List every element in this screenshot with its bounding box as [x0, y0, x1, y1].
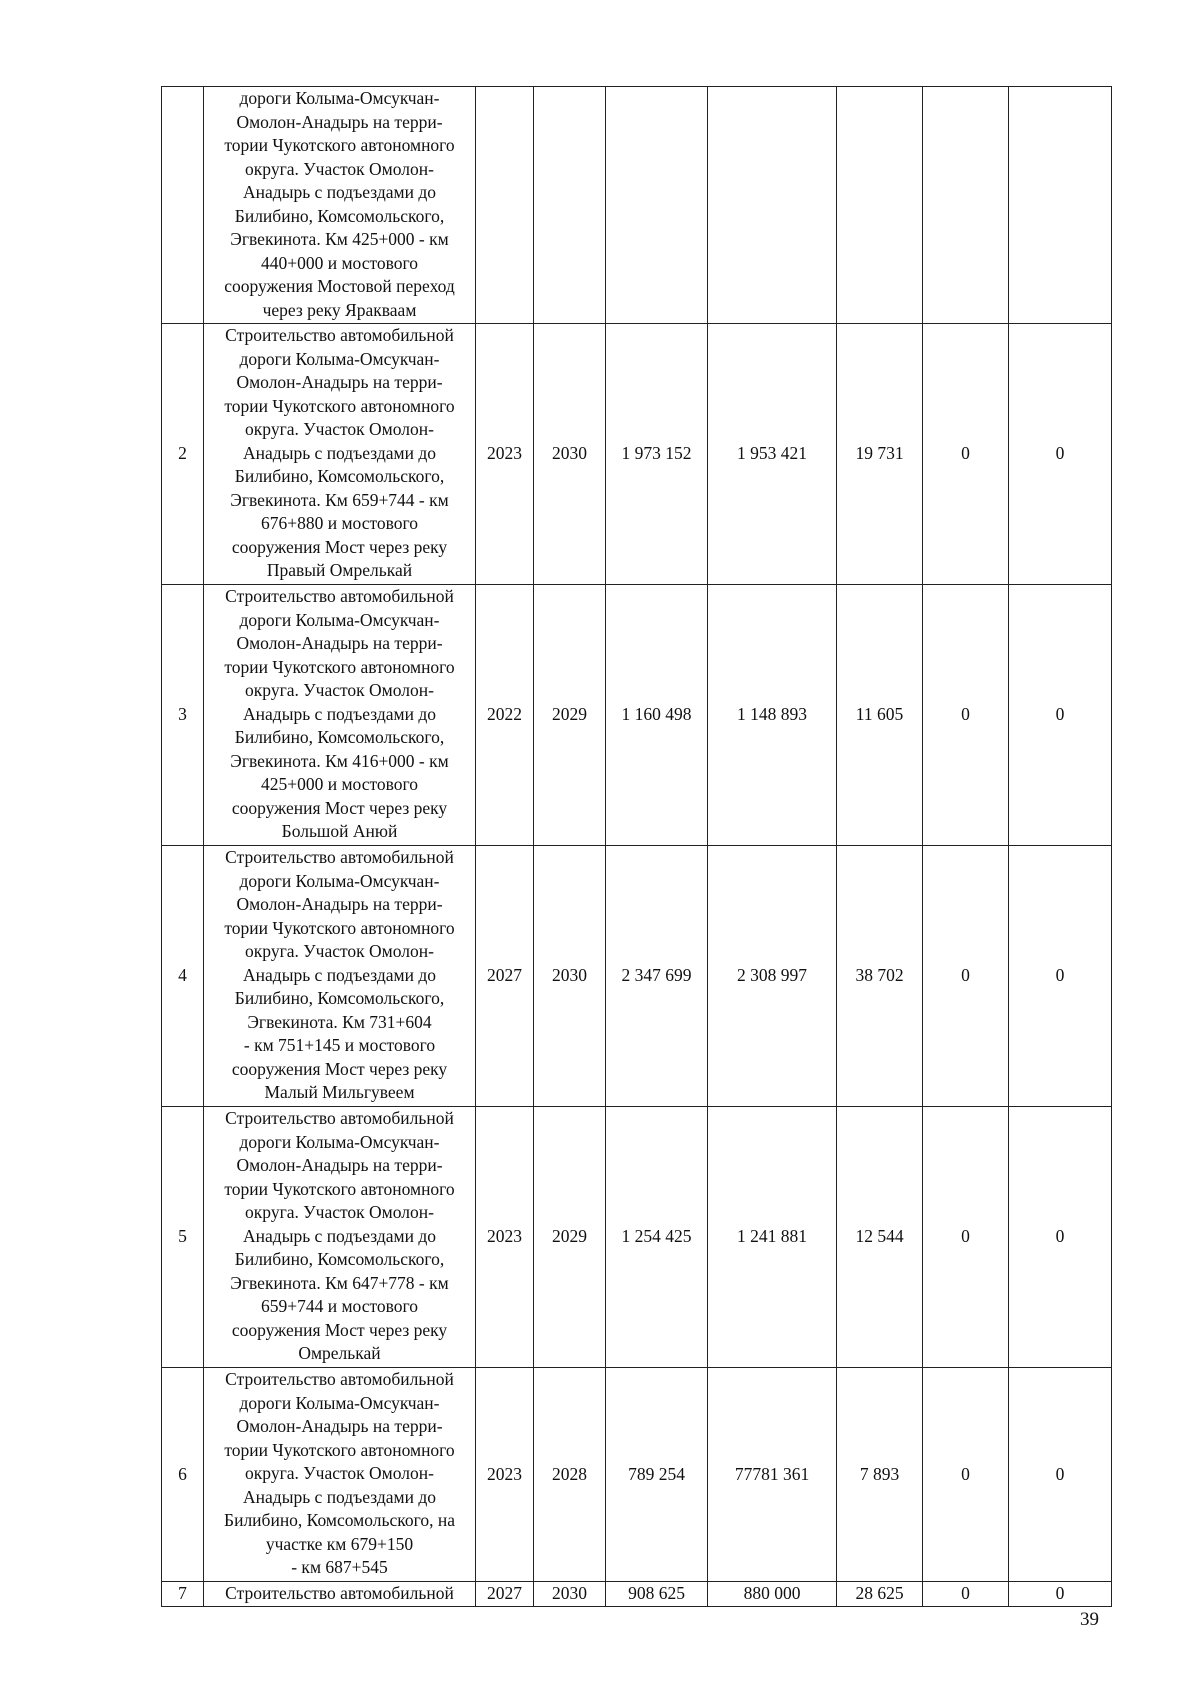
cell-description: Строительство автомобильной дороги Колыма-Омсукчан- Омолон-Анадырь на терри- тории Чукотского автономного округа. Участок Омолон- Анадырь с подъездами до Билибино, Комсомольского, Эгвекинота. Км 416+000 - км 425+000 и мостового сооружения Мост через реку Большой Анюй	[204, 585, 476, 846]
table-row	[162, 87, 1112, 324]
cell-total	[606, 87, 708, 324]
cell-start-year: 2023	[476, 324, 534, 585]
cell-value-3: 0	[923, 1582, 1009, 1607]
cell-description: дороги Колыма-Омсукчан- Омолон-Анадырь на терри- тории Чукотского автономного округа. Участок Омолон- Анадырь с подъездами до Билибино, Комсомольского, Эгвекинота. Км 425+000 - км 440+000 и мостового сооружения Мостовой переход через реку Яракваам	[204, 87, 476, 324]
cell-number: 7	[162, 1582, 204, 1607]
cell-value-1: 880 000	[708, 1582, 837, 1607]
cell-end-year: 2028	[534, 1368, 606, 1582]
cell-value-2: 12 544	[837, 1107, 923, 1368]
cell-total: 908 625	[606, 1582, 708, 1607]
table-row	[162, 585, 1112, 846]
cell-value-1: 77781 361	[708, 1368, 837, 1582]
cell-end-year: 2030	[534, 846, 606, 1107]
cell-value-1: 1 241 881	[708, 1107, 837, 1368]
cell-number	[162, 87, 204, 324]
cell-end-year	[534, 87, 606, 324]
cell-value-4: 0	[1009, 1368, 1112, 1582]
cell-description: Строительство автомобильной дороги Колыма-Омсукчан- Омолон-Анадырь на терри- тории Чукотского автономного округа. Участок Омолон- Анадырь с подъездами до Билибино, Комсомольского, на участке км 679+150 - км 687+545	[204, 1368, 476, 1582]
cell-value-2: 11 605	[837, 585, 923, 846]
cell-value-2	[837, 87, 923, 324]
cell-value-4: 0	[1009, 1107, 1112, 1368]
cell-value-3: 0	[923, 1368, 1009, 1582]
cell-value-2: 38 702	[837, 846, 923, 1107]
cell-value-2: 19 731	[837, 324, 923, 585]
cell-end-year: 2029	[534, 1107, 606, 1368]
cell-value-1	[708, 87, 837, 324]
cell-number: 5	[162, 1107, 204, 1368]
table-row	[162, 1582, 1112, 1607]
cell-value-3: 0	[923, 585, 1009, 846]
cell-number: 4	[162, 846, 204, 1107]
cell-start-year: 2027	[476, 1582, 534, 1607]
table-row	[162, 846, 1112, 1107]
table-body	[162, 87, 1112, 1607]
cell-value-2: 28 625	[837, 1582, 923, 1607]
cell-description: Строительство автомобильной	[204, 1582, 476, 1607]
cell-value-3	[923, 87, 1009, 324]
cell-number: 6	[162, 1368, 204, 1582]
cell-value-3: 0	[923, 1107, 1009, 1368]
data-table	[161, 86, 1112, 1607]
cell-value-1: 2 308 997	[708, 846, 837, 1107]
cell-value-4: 0	[1009, 846, 1112, 1107]
cell-description: Строительство автомобильной дороги Колыма-Омсукчан- Омолон-Анадырь на терри- тории Чукотского автономного округа. Участок Омолон- Анадырь с подъездами до Билибино, Комсомольского, Эгвекинота. Км 647+778 - км 659+744 и мостового сооружения Мост через реку Омрелькай	[204, 1107, 476, 1368]
cell-value-3: 0	[923, 324, 1009, 585]
cell-number: 3	[162, 585, 204, 846]
table-row	[162, 1368, 1112, 1582]
cell-end-year: 2029	[534, 585, 606, 846]
cell-value-4	[1009, 87, 1112, 324]
cell-value-1: 1 953 421	[708, 324, 837, 585]
page-number: 39	[1080, 1609, 1099, 1630]
table-row	[162, 1107, 1112, 1368]
cell-value-2: 7 893	[837, 1368, 923, 1582]
cell-end-year: 2030	[534, 1582, 606, 1607]
cell-description: Строительство автомобильной дороги Колыма-Омсукчан- Омолон-Анадырь на терри- тории Чукотского автономного округа. Участок Омолон- Анадырь с подъездами до Билибино, Комсомольского, Эгвекинота. Км 731+604 - км 751+145 и мостового сооружения Мост через реку Малый Мильгувеем	[204, 846, 476, 1107]
cell-value-4: 0	[1009, 1582, 1112, 1607]
cell-value-1: 1 148 893	[708, 585, 837, 846]
cell-value-4: 0	[1009, 585, 1112, 846]
cell-number: 2	[162, 324, 204, 585]
cell-total: 1 973 152	[606, 324, 708, 585]
cell-start-year: 2027	[476, 846, 534, 1107]
table-row	[162, 324, 1112, 585]
cell-total: 789 254	[606, 1368, 708, 1582]
cell-description: Строительство автомобильной дороги Колыма-Омсукчан- Омолон-Анадырь на терри- тории Чукотского автономного округа. Участок Омолон- Анадырь с подъездами до Билибино, Комсомольского, Эгвекинота. Км 659+744 - км 676+880 и мостового сооружения Мост через реку Правый Омрелькай	[204, 324, 476, 585]
cell-start-year: 2023	[476, 1107, 534, 1368]
cell-start-year: 2023	[476, 1368, 534, 1582]
cell-end-year: 2030	[534, 324, 606, 585]
cell-total: 1 254 425	[606, 1107, 708, 1368]
cell-value-3: 0	[923, 846, 1009, 1107]
cell-start-year: 2022	[476, 585, 534, 846]
cell-start-year	[476, 87, 534, 324]
cell-total: 2 347 699	[606, 846, 708, 1107]
cell-value-4: 0	[1009, 324, 1112, 585]
cell-total: 1 160 498	[606, 585, 708, 846]
